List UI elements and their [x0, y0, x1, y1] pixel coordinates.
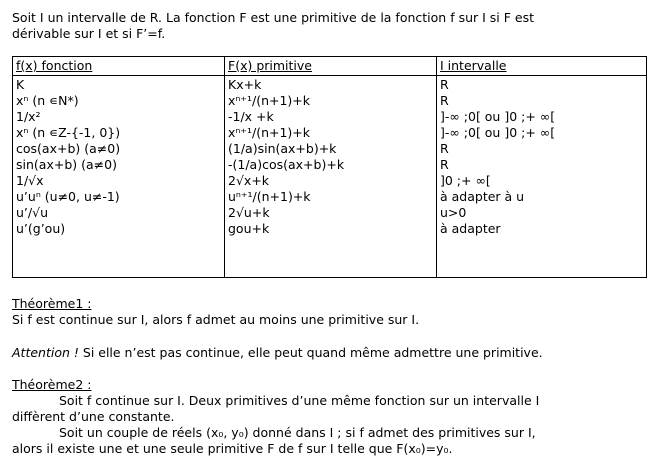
cell-interval: R: [440, 93, 449, 108]
theoreme2-line-1: Soit f continue sur I. Deux primitives d’une même fonction sur un intervalle I: [59, 393, 540, 408]
theoreme1-title: Théorème1 :: [12, 296, 92, 311]
theoreme1-text: Si f est continue sur I, alors f admet au moins une primitive sur I.: [12, 312, 420, 327]
cell-interval: ]-∞ ;0[ ou ]0 ;+ ∞[: [440, 109, 556, 124]
attention-label: Attention !: [12, 345, 79, 360]
cell-function: xⁿ (n ∊Z-{-1, 0}): [16, 125, 121, 140]
cell-interval: ]0 ;+ ∞[: [440, 173, 491, 188]
cell-interval: R: [440, 141, 449, 156]
theoreme2-title: Théorème2 :: [12, 377, 92, 392]
cell-interval: à adapter à u: [440, 189, 525, 204]
theoreme2-line-4: alors il existe une et une seule primitive F de f sur I telle que F(x₀)=y₀.: [12, 441, 453, 456]
cell-function: u’/√u: [16, 205, 48, 220]
cell-primitive: 2√u+k: [228, 205, 270, 220]
header-interval: I intervalle: [437, 57, 647, 76]
theoreme2-line-3: Soit un couple de réels (x₀, y₀) donné dans I ; si f admet des primitives sur I,: [59, 425, 536, 440]
cell-interval: R: [440, 157, 449, 172]
cell-interval: à adapter: [440, 221, 501, 236]
cell-primitive: Kx+k: [228, 77, 262, 92]
cell-function: 1/√x: [16, 173, 44, 188]
table-header-row: [13, 57, 647, 76]
cell-interval: u>0: [440, 205, 467, 220]
attention-text: Si elle n’est pas continue, elle peut quand même admettre une primitive.: [78, 345, 543, 360]
cell-primitive: -(1/a)cos(ax+b)+k: [228, 157, 345, 172]
cell-function: u’(g’ou): [16, 221, 66, 236]
cell-primitive: uⁿ⁺¹/(n+1)+k: [228, 189, 311, 204]
intro-line-1: Soit I un intervalle de R. La fonction F est une primitive de la fonction f sur I si F est: [12, 10, 534, 25]
cell-function: sin(ax+b) (a≠0): [16, 157, 117, 172]
cell-primitive: -1/x +k: [228, 109, 274, 124]
cell-primitive: (1/a)sin(ax+b)+k: [228, 141, 337, 156]
header-function: f(x) fonction: [13, 57, 225, 76]
theoreme2-line-2: diffèrent d’une constante.: [12, 409, 175, 424]
cell-primitive: xⁿ⁺¹/(n+1)+k: [228, 125, 311, 140]
cell-interval: R: [440, 77, 449, 92]
cell-function: u’uⁿ (u≠0, u≠-1): [16, 189, 120, 204]
cell-primitive: gou+k: [228, 221, 270, 236]
attention-note: [12, 345, 644, 361]
column-primitive: [225, 76, 437, 278]
intro-line-2: dérivable sur I et si F’=f.: [12, 26, 166, 41]
table-body-row: [13, 76, 647, 278]
column-function: [13, 76, 225, 278]
cell-function: 1/x²: [16, 109, 41, 124]
primitives-table: [12, 56, 647, 278]
cell-function: cos(ax+b) (a≠0): [16, 141, 121, 156]
cell-function: xⁿ (n ∊N*): [16, 93, 79, 108]
header-primitive: F(x) primitive: [225, 57, 437, 76]
column-interval: [437, 76, 647, 278]
cell-interval: ]-∞ ;0[ ou ]0 ;+ ∞[: [440, 125, 556, 140]
cell-primitive: 2√x+k: [228, 173, 270, 188]
cell-function: K: [16, 77, 25, 92]
cell-primitive: xⁿ⁺¹/(n+1)+k: [228, 93, 311, 108]
